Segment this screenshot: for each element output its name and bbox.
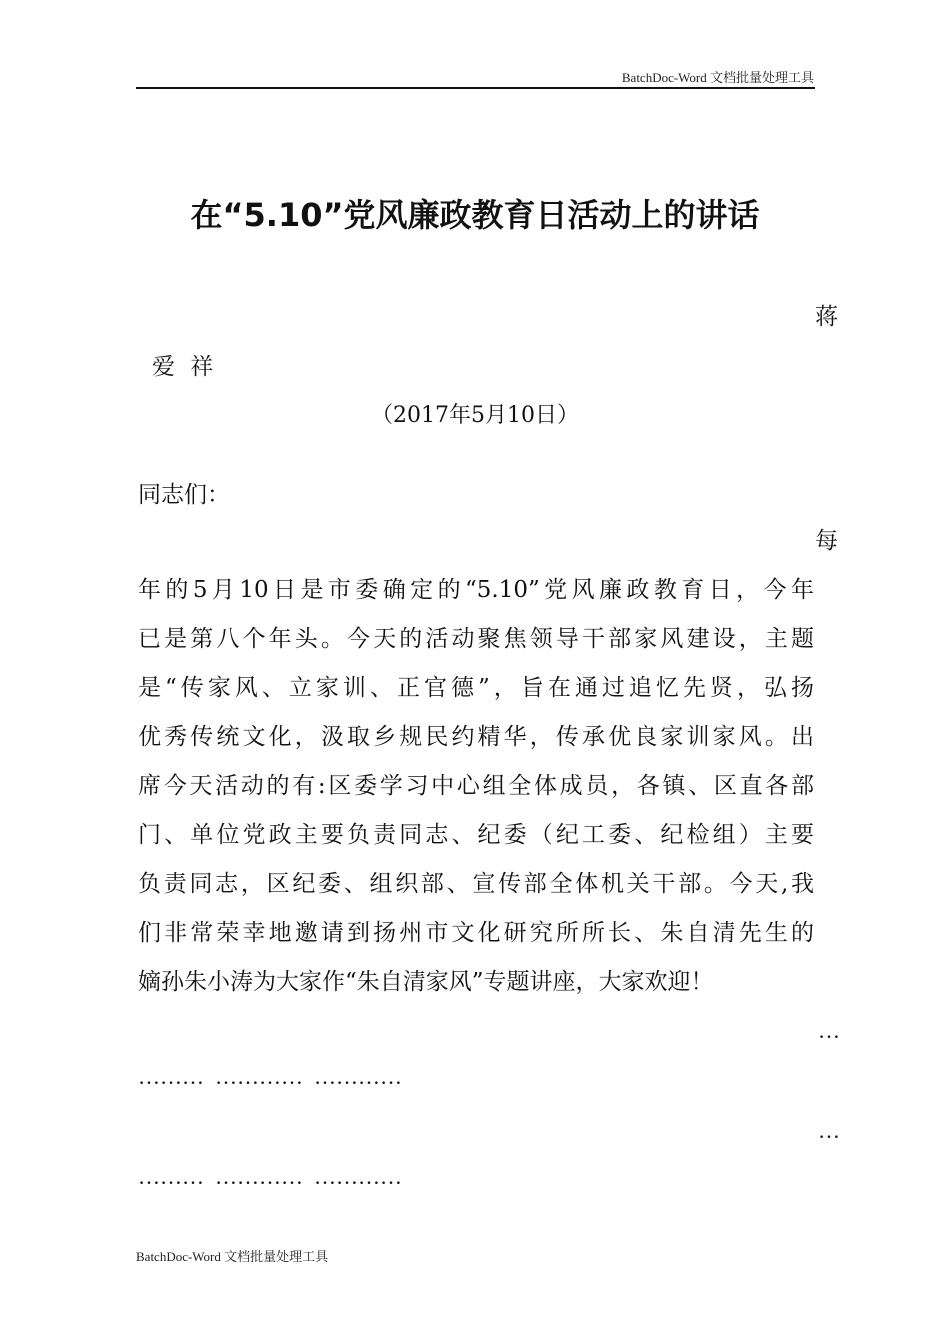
body-line: 席今天活动的有:区委学习中心组全体成员，各镇、区直各部: [138, 773, 814, 799]
body-line: 优秀传统文化，汲取乡规民约精华，传承优良家训家风。出: [138, 724, 814, 750]
author-surname: 蒋: [815, 304, 838, 330]
speech-date: （2017年5月10日）: [371, 403, 579, 428]
ellipsis-line: ……… ………… …………: [138, 1064, 402, 1089]
body-line: 已是第八个年头。今天的活动聚焦领导干部家风建设，主题: [138, 626, 814, 652]
body-line: 负责同志，区纪委、组织部、宣传部全体机关干部。今天,我: [138, 871, 814, 897]
ellipsis-right: …: [818, 1118, 840, 1143]
author-given-name: 爱 祥: [152, 354, 218, 380]
body-line: 嫡孙朱小涛为大家作“朱自清家风”专题讲座，大家欢迎！: [138, 969, 714, 995]
header-divider: [136, 87, 815, 89]
page-footer-text: BatchDoc-Word 文档批量处理工具: [136, 1249, 329, 1264]
body-line: 们非常荣幸地邀请到扬州市文化研究所所长、朱自清先生的: [138, 920, 814, 946]
body-line: 门、单位党政主要负责同志、纪委（纪工委、纪检组）主要: [138, 822, 814, 848]
body-line: 是“传家风、立家训、正官德”，旨在通过追忆先贤，弘扬: [138, 675, 814, 701]
paragraph-first-char: 每: [815, 528, 838, 554]
greeting: 同志们：: [138, 482, 230, 508]
body-line: 年的5月10日是市委确定的“5.10”党风廉政教育日，今年: [138, 577, 814, 603]
ellipsis-right: …: [818, 1018, 840, 1043]
document-title: 在“5.10”党风廉政教育日活动上的讲话: [190, 196, 760, 234]
ellipsis-line: ……… ………… …………: [138, 1164, 402, 1189]
page-header-text: BatchDoc-Word 文档批量处理工具: [621, 70, 814, 85]
